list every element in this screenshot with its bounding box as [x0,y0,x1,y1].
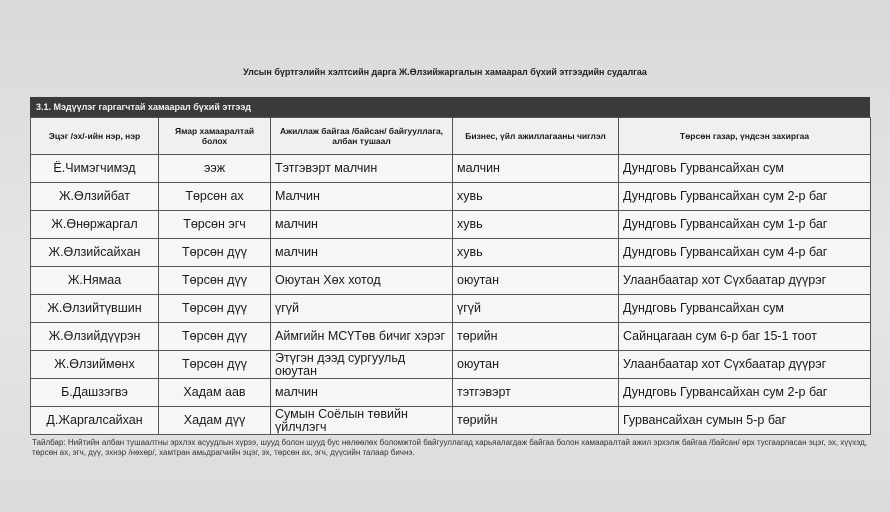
cell-workplace: малчин [271,211,453,239]
cell-name: Д.Жаргалсайхан [31,407,159,435]
cell-relation: Хадам дүү [159,407,271,435]
cell-name: Ё.Чимэгчимэд [31,155,159,183]
cell-relation: Төрсөн ах [159,183,271,211]
cell-relation: Төрсөн дүү [159,351,271,379]
cell-birthplace: Дундговь Гурвансайхан сум 1-р баг [619,211,871,239]
document-title: Улсын бүртгэлийн хэлтсийн дарга Ж.Өлзийжаргалын хамаарал бүхий этгээдийн судалгаа [243,67,647,77]
relatives-table [30,117,871,435]
cell-business: хувь [453,211,619,239]
table-row [31,351,871,379]
cell-workplace: малчин [271,239,453,267]
cell-business: төрийн [453,407,619,435]
table-row [31,267,871,295]
cell-birthplace: Дундговь Гурвансайхан сум [619,295,871,323]
cell-birthplace: Улаанбаатар хот Сүхбаатар дүүрэг [619,267,871,295]
cell-name: Ж.Өлзийдүүрэн [31,323,159,351]
cell-relation: ээж [159,155,271,183]
section-header: 3.1. Мэдүүлэг гаргагчтай хамаарал бүхий этгээд [30,97,870,117]
cell-workplace: Аймгийн МСҮТөв бичиг хэрэг [271,323,453,351]
table-row [31,211,871,239]
header-name: Эцэг /эх/-ийн нэр, нэр [31,118,159,155]
cell-name: Ж.Өлзиймөнх [31,351,159,379]
cell-business: төрийн [453,323,619,351]
table-row [31,155,871,183]
cell-name: Ж.Өлзийтүвшин [31,295,159,323]
table-row [31,379,871,407]
cell-name: Ж.Өлзийсайхан [31,239,159,267]
cell-birthplace: Сайнцагаан сум 6-р баг 15-1 тоот [619,323,871,351]
footnote: Тайлбар: Нийтийн албан тушаалтны эрхлэх асуудлын хүрээ, шууд болон шууд бус нөлөөлөх боломжтой байгууллагад харьяалагдаж байгаа болон хамааралтай ажил эрхэлж байгаа /байсан/ өрх тусгаарласан эцэг, эх, хүүхэд, төрсөн ах, эгч, дүү, эхнэр /нөхөр/, хамтран амьдрагчийн эцэг, эх, төрсөн ах, эгч, дүүсийн талаар бичнэ. [32,438,868,457]
cell-workplace: Оюутан Хөх хотод [271,267,453,295]
cell-workplace: малчин [271,379,453,407]
cell-business: малчин [453,155,619,183]
cell-workplace: Этүгэн дээд сургуульд оюутан [271,351,453,379]
cell-business: оюутан [453,351,619,379]
header-business: Бизнес, үйл ажиллагааны чиглэл [453,118,619,155]
table-header-row [31,118,871,155]
table-row [31,183,871,211]
cell-workplace: Малчин [271,183,453,211]
header-relation: Ямар хамааралтай болох [159,118,271,155]
cell-relation: Төрсөн дүү [159,267,271,295]
cell-relation: Хадам аав [159,379,271,407]
cell-birthplace: Улаанбаатар хот Сүхбаатар дүүрэг [619,351,871,379]
cell-business: үгүй [453,295,619,323]
cell-workplace: Тэтгэвэрт малчин [271,155,453,183]
cell-birthplace: Гурвансайхан сумын 5-р баг [619,407,871,435]
cell-relation: Төрсөн дүү [159,295,271,323]
cell-name: Ж.Өнөржаргал [31,211,159,239]
cell-business: оюутан [453,267,619,295]
cell-birthplace: Дундговь Гурвансайхан сум 2-р баг [619,379,871,407]
cell-name: Б.Дашзэгвэ [31,379,159,407]
cell-birthplace: Дундговь Гурвансайхан сум 2-р баг [619,183,871,211]
table-row [31,407,871,435]
header-birthplace: Төрсөн газар, үндсэн захиргаа [619,118,871,155]
cell-workplace: үгүй [271,295,453,323]
cell-relation: Төрсөн эгч [159,211,271,239]
cell-business: хувь [453,183,619,211]
table-row [31,323,871,351]
cell-birthplace: Дундговь Гурвансайхан сум 4-р баг [619,239,871,267]
table-row [31,295,871,323]
cell-relation: Төрсөн дүү [159,239,271,267]
cell-name: Ж.Өлзийбат [31,183,159,211]
cell-business: тэтгэвэрт [453,379,619,407]
cell-birthplace: Дундговь Гурвансайхан сум [619,155,871,183]
cell-business: хувь [453,239,619,267]
header-workplace: Ажиллаж байгаа /байсан/ байгууллага, албан тушаал [271,118,453,155]
cell-workplace: Сумын Соёлын төвийн үйлчлэгч [271,407,453,435]
table-row [31,239,871,267]
cell-name: Ж.Нямаа [31,267,159,295]
cell-relation: Төрсөн дүү [159,323,271,351]
